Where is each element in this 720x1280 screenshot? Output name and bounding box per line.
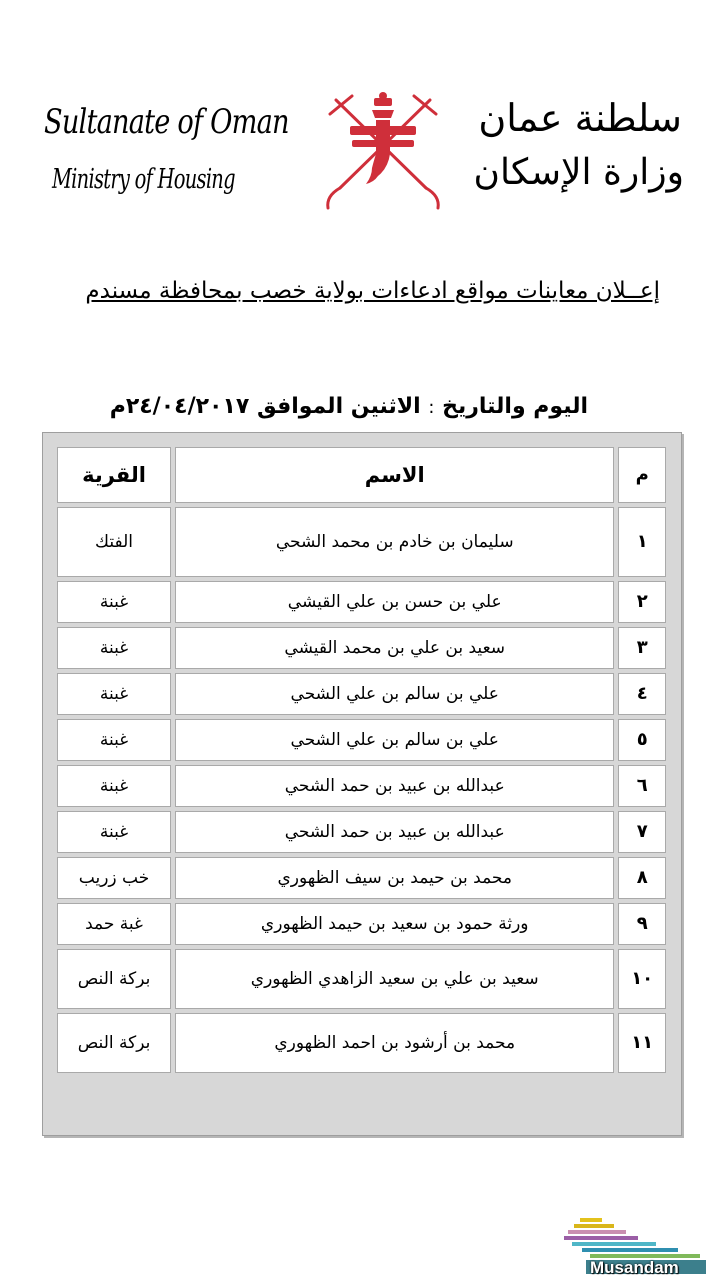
inspection-table-frame — [42, 432, 682, 1136]
row-num: ٣ — [618, 627, 666, 669]
header-name: الاسم — [175, 447, 614, 503]
row-num: ٧ — [618, 811, 666, 853]
row-village: غبنة — [57, 811, 171, 853]
table-row — [57, 765, 666, 807]
row-name: عبدالله بن عبيد بن حمد الشحي — [175, 765, 614, 807]
row-num: ٩ — [618, 903, 666, 945]
row-num: ٦ — [618, 765, 666, 807]
table-row — [57, 507, 666, 577]
header-num: م — [618, 447, 666, 503]
date-line — [110, 394, 588, 419]
table-row — [57, 627, 666, 669]
row-name: علي بن سالم بن علي الشحي — [175, 673, 614, 715]
table-row — [57, 719, 666, 761]
date-separator: : — [428, 397, 435, 418]
table-row — [57, 581, 666, 623]
header-village: القرية — [57, 447, 171, 503]
row-num: ٢ — [618, 581, 666, 623]
row-num: ٤ — [618, 673, 666, 715]
row-num: ٨ — [618, 857, 666, 899]
announcement-title: إعــلان معاينات مواقع ادعاءات بولاية خصب بمحافظة مسندم — [85, 278, 660, 304]
row-name: علي بن سالم بن علي الشحي — [175, 719, 614, 761]
row-name: سعيد بن علي بن سعيد الزاهدي الظهوري — [175, 949, 614, 1009]
oman-national-emblem-icon — [322, 92, 444, 210]
row-village: خب زريب — [57, 857, 171, 899]
row-num: ١١ — [618, 1013, 666, 1073]
date-value: الاثنين الموافق ٢٤/٠٤/٢٠١٧م — [109, 394, 421, 419]
row-village: غبنة — [57, 627, 171, 669]
row-num: ١ — [618, 507, 666, 577]
arabic-subtitle: وزارة الإسكان — [473, 152, 684, 193]
english-title: Sultanate of Oman — [44, 102, 289, 142]
table-row — [57, 857, 666, 899]
table-row — [57, 903, 666, 945]
row-name: محمد بن حيمد بن سيف الظهوري — [175, 857, 614, 899]
table-header-row — [57, 447, 666, 503]
date-label: اليوم والتاريخ — [442, 394, 588, 419]
table-row — [57, 811, 666, 853]
row-village: غبة حمد — [57, 903, 171, 945]
arabic-title: سلطنة عمان — [478, 96, 682, 140]
english-subtitle: Ministry of Housing — [52, 164, 235, 195]
row-village: الفتك — [57, 507, 171, 577]
row-village: غبنة — [57, 719, 171, 761]
table-row — [57, 949, 666, 1009]
row-name: محمد بن أرشود بن احمد الظهوري — [175, 1013, 614, 1073]
row-village: غبنة — [57, 765, 171, 807]
row-name: سعيد بن علي بن محمد القيشي — [175, 627, 614, 669]
table-row — [57, 673, 666, 715]
row-name: سليمان بن خادم بن محمد الشحي — [175, 507, 614, 577]
row-name: علي بن حسن بن علي القيشي — [175, 581, 614, 623]
inspection-table — [53, 443, 670, 1077]
row-num: ٥ — [618, 719, 666, 761]
row-name: عبدالله بن عبيد بن حمد الشحي — [175, 811, 614, 853]
row-village: غبنة — [57, 673, 171, 715]
row-village: بركة النص — [57, 949, 171, 1009]
row-num: ١٠ — [618, 949, 666, 1009]
musandam-logo-text: Musandam — [590, 1258, 679, 1277]
row-village: بركة النص — [57, 1013, 171, 1073]
row-village: غبنة — [57, 581, 171, 623]
table-row — [57, 1013, 666, 1073]
row-name: ورثة حمود بن سعيد بن حيمد الظهوري — [175, 903, 614, 945]
